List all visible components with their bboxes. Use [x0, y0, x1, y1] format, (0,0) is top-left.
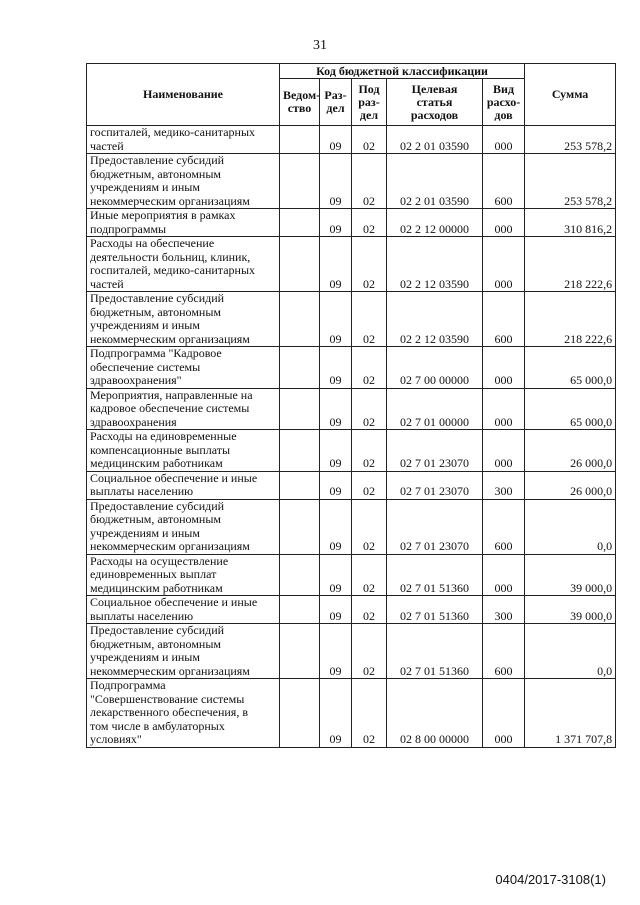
- row-name: Социальное обеспечение и иные выплаты населению: [87, 596, 280, 624]
- row-expense-type: 600: [483, 624, 525, 679]
- row-name: Предоставление субсидий бюджетным, автономным учреждениям и иным некоммерческим организациям: [87, 624, 280, 679]
- row-vedomstvo: [280, 471, 320, 499]
- row-target-article: 02 7 00 00000: [387, 347, 483, 389]
- row-expense-type: 000: [483, 554, 525, 596]
- row-vedomstvo: [280, 237, 320, 292]
- table-row: [87, 554, 616, 596]
- row-target-article: 02 8 00 00000: [387, 679, 483, 748]
- row-razdel: 09: [320, 209, 352, 237]
- row-target-article: 02 2 01 03590: [387, 126, 483, 154]
- row-target-article: 02 7 01 23070: [387, 471, 483, 499]
- row-vedomstvo: [280, 679, 320, 748]
- row-podrazdel: 02: [352, 471, 387, 499]
- row-sum: 218 222,6: [525, 237, 616, 292]
- row-podrazdel: 02: [352, 237, 387, 292]
- row-sum: 1 371 707,8: [525, 679, 616, 748]
- header-name: Наименование: [87, 64, 280, 126]
- row-name: Подпрограмма "Совершенствование системы лекарственного обеспечения, в том числе в амбулаторных условиях": [87, 679, 280, 748]
- row-razdel: 09: [320, 471, 352, 499]
- row-expense-type: 000: [483, 430, 525, 472]
- row-podrazdel: 02: [352, 388, 387, 430]
- table-row: [87, 209, 616, 237]
- row-razdel: 09: [320, 624, 352, 679]
- row-vedomstvo: [280, 154, 320, 209]
- row-expense-type: 600: [483, 154, 525, 209]
- row-sum: 39 000,0: [525, 596, 616, 624]
- row-vedomstvo: [280, 430, 320, 472]
- table-row: [87, 126, 616, 154]
- header-target: Целевая статья расходов: [387, 79, 483, 126]
- row-name: Расходы на обеспечение деятельности больниц, клиник, госпиталей, медико-санитарных частей: [87, 237, 280, 292]
- header-podrazdel: Под раз- дел: [352, 79, 387, 126]
- row-razdel: 09: [320, 154, 352, 209]
- row-razdel: 09: [320, 554, 352, 596]
- table-row: [87, 596, 616, 624]
- table-row: [87, 154, 616, 209]
- row-sum: 310 816,2: [525, 209, 616, 237]
- document-code: 0404/2017-3108(1): [495, 872, 606, 887]
- row-razdel: 09: [320, 430, 352, 472]
- table-body: [87, 126, 616, 748]
- row-vedomstvo: [280, 388, 320, 430]
- row-target-article: 02 7 01 51360: [387, 624, 483, 679]
- table-row: [87, 624, 616, 679]
- row-sum: 0,0: [525, 499, 616, 554]
- row-name: Подпрограмма "Кадровое обеспечение системы здравоохранения": [87, 347, 280, 389]
- row-razdel: 09: [320, 347, 352, 389]
- row-podrazdel: 02: [352, 154, 387, 209]
- page-number: 31: [313, 38, 327, 53]
- row-sum: 65 000,0: [525, 388, 616, 430]
- row-vedomstvo: [280, 596, 320, 624]
- row-sum: 39 000,0: [525, 554, 616, 596]
- row-target-article: 02 7 01 51360: [387, 554, 483, 596]
- row-razdel: 09: [320, 388, 352, 430]
- row-target-article: 02 7 01 23070: [387, 499, 483, 554]
- row-podrazdel: 02: [352, 292, 387, 347]
- row-podrazdel: 02: [352, 126, 387, 154]
- row-razdel: 09: [320, 292, 352, 347]
- table-row: [87, 347, 616, 389]
- table-row: [87, 388, 616, 430]
- row-expense-type: 000: [483, 388, 525, 430]
- row-vedomstvo: [280, 499, 320, 554]
- row-name: Социальное обеспечение и иные выплаты населению: [87, 471, 280, 499]
- table-row: [87, 292, 616, 347]
- row-name: Предоставление субсидий бюджетным, автономным учреждениям и иным некоммерческим организациям: [87, 292, 280, 347]
- row-expense-type: 000: [483, 237, 525, 292]
- row-expense-type: 000: [483, 347, 525, 389]
- row-target-article: 02 2 12 03590: [387, 292, 483, 347]
- row-name: Иные мероприятия в рамках подпрограммы: [87, 209, 280, 237]
- row-expense-type: 000: [483, 679, 525, 748]
- row-podrazdel: 02: [352, 430, 387, 472]
- table-row: [87, 430, 616, 472]
- row-sum: 26 000,0: [525, 471, 616, 499]
- row-vedomstvo: [280, 126, 320, 154]
- row-podrazdel: 02: [352, 499, 387, 554]
- table-row: [87, 237, 616, 292]
- row-vedomstvo: [280, 347, 320, 389]
- row-expense-type: 300: [483, 596, 525, 624]
- row-razdel: 09: [320, 679, 352, 748]
- row-name: Мероприятия, направленные на кадровое обеспечение системы здравоохранения: [87, 388, 280, 430]
- row-name: Предоставление субсидий бюджетным, автономным учреждениям и иным некоммерческим организациям: [87, 154, 280, 209]
- row-target-article: 02 2 12 00000: [387, 209, 483, 237]
- row-expense-type: 300: [483, 471, 525, 499]
- row-vedomstvo: [280, 624, 320, 679]
- row-razdel: 09: [320, 596, 352, 624]
- header-razdel: Раз- дел: [320, 79, 352, 126]
- row-target-article: 02 7 01 00000: [387, 388, 483, 430]
- row-podrazdel: 02: [352, 347, 387, 389]
- row-podrazdel: 02: [352, 679, 387, 748]
- row-name: Расходы на единовременные компенсационные выплаты медицинским работникам: [87, 430, 280, 472]
- row-expense-type: 600: [483, 499, 525, 554]
- row-target-article: 02 7 01 51360: [387, 596, 483, 624]
- row-target-article: 02 7 01 23070: [387, 430, 483, 472]
- row-vedomstvo: [280, 554, 320, 596]
- row-podrazdel: 02: [352, 554, 387, 596]
- row-name: Предоставление субсидий бюджетным, автономным учреждениям и иным некоммерческим организациям: [87, 499, 280, 554]
- row-podrazdel: 02: [352, 624, 387, 679]
- row-sum: 218 222,6: [525, 292, 616, 347]
- row-razdel: 09: [320, 237, 352, 292]
- row-razdel: 09: [320, 499, 352, 554]
- row-podrazdel: 02: [352, 596, 387, 624]
- row-sum: 26 000,0: [525, 430, 616, 472]
- row-vedomstvo: [280, 209, 320, 237]
- row-razdel: 09: [320, 126, 352, 154]
- header-vid: Вид расхо- дов: [483, 79, 525, 126]
- row-target-article: 02 2 12 03590: [387, 237, 483, 292]
- header-kbk-group: Код бюджетной классификации: [280, 64, 525, 79]
- table-row: [87, 471, 616, 499]
- row-sum: 65 000,0: [525, 347, 616, 389]
- header-sum: Сумма: [525, 64, 616, 126]
- row-sum: 0,0: [525, 624, 616, 679]
- row-expense-type: 000: [483, 209, 525, 237]
- row-sum: 253 578,2: [525, 126, 616, 154]
- budget-table: [86, 63, 616, 748]
- row-name: Расходы на осуществление единовременных выплат медицинским работникам: [87, 554, 280, 596]
- header-vedomstvo: Ведом- ство: [280, 79, 320, 126]
- row-expense-type: 600: [483, 292, 525, 347]
- row-vedomstvo: [280, 292, 320, 347]
- row-expense-type: 000: [483, 126, 525, 154]
- row-name: госпиталей, медико-санитарных частей: [87, 126, 280, 154]
- table-row: [87, 499, 616, 554]
- row-podrazdel: 02: [352, 209, 387, 237]
- table-row: [87, 679, 616, 748]
- row-target-article: 02 2 01 03590: [387, 154, 483, 209]
- row-sum: 253 578,2: [525, 154, 616, 209]
